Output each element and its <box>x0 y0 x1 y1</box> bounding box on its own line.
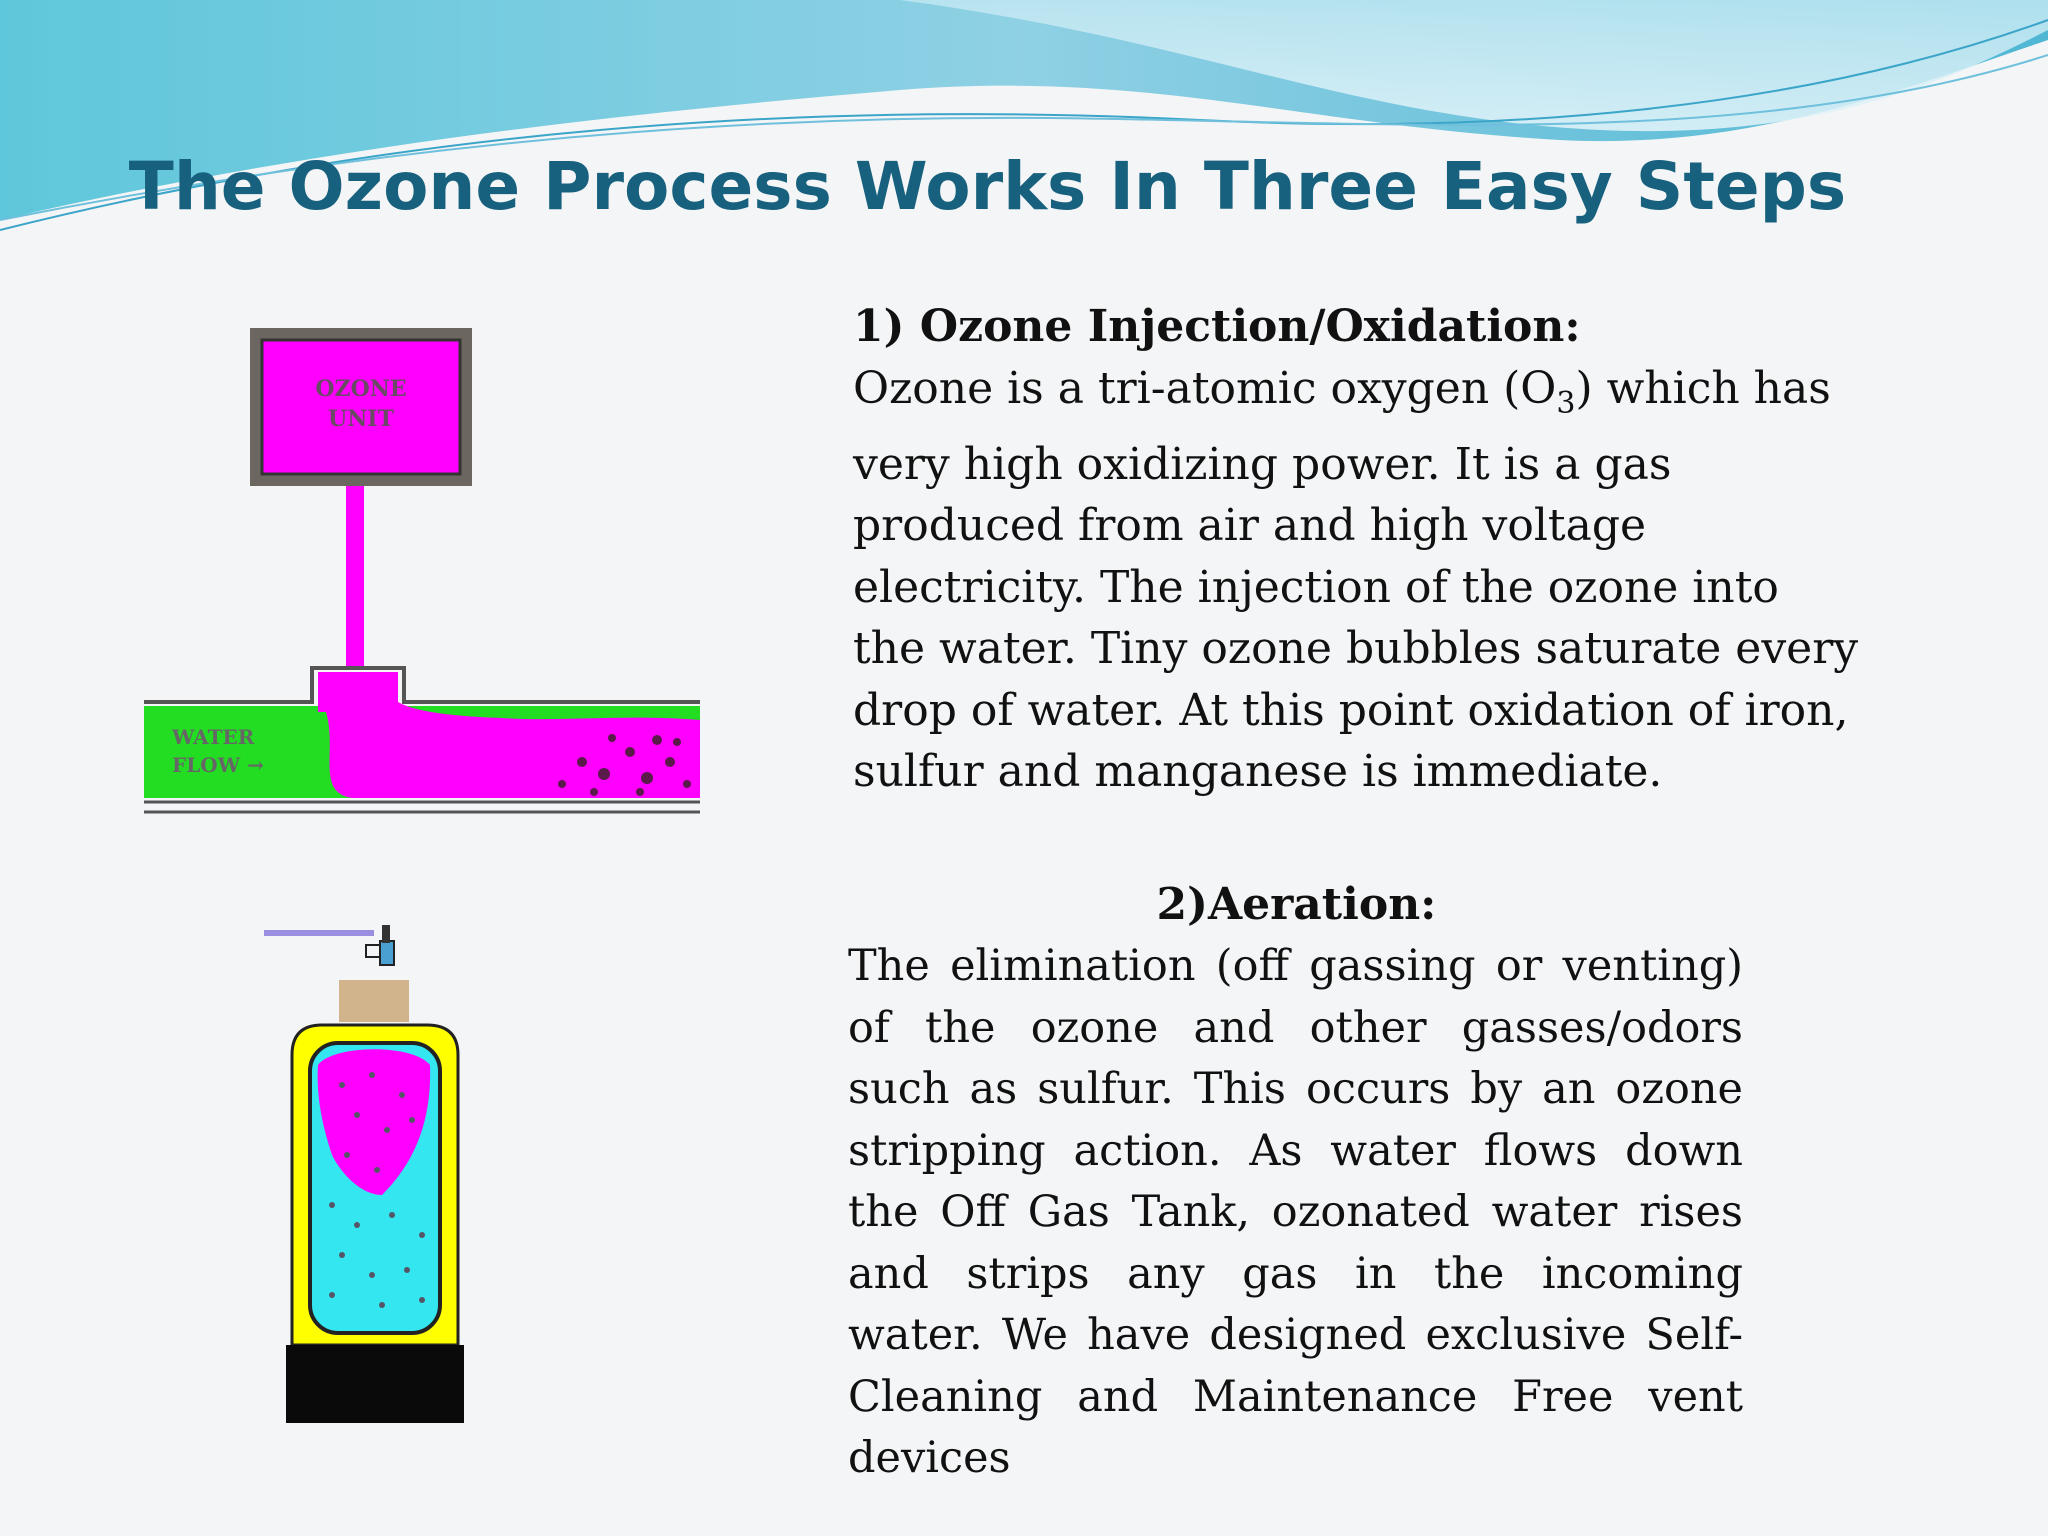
water-pipe-bottom <box>144 802 700 812</box>
water-flow-label-line2: FLOW → <box>172 753 264 777</box>
step2-body: The elimination (off gassing or venting) of the ozone and other gasses/odors such as sulfur. This occurs by an ozone stripping action. As water flows down the Off Gas Tank, ozonated water rises and strips any gas in the incoming water. We have designed exclusive Self-Cleaning and Maintenance Free vent devices <box>848 941 1743 1483</box>
water-flow-label-line1: WATER <box>172 725 255 749</box>
step1-line1-before: Ozone is a tri-atomic oxygen (O <box>853 362 1557 414</box>
vent-valve <box>380 941 394 965</box>
step1-text-block <box>853 296 1863 803</box>
ozone-feed-pipe <box>346 486 364 666</box>
water-pipe-outline <box>144 668 700 702</box>
ozone-unit-label-line1: OZONE <box>315 376 407 402</box>
aeration-tank-diagram <box>262 925 467 1425</box>
tank-cap <box>339 980 409 1022</box>
step1-body-rest: very high oxidizing power. It is a gas produced from air and high voltage electricity. The injection of the ozone into the water. Tiny ozone bubbles saturate every drop of water. At this point oxidation of iron, sulfur and manganese is immediate. <box>853 438 1859 798</box>
ozone-unit-label-line2: UNIT <box>328 406 394 432</box>
step1-subscript: 3 <box>1556 385 1576 421</box>
step1-body <box>853 358 1863 803</box>
ozone-injection-diagram <box>142 322 706 818</box>
tank-base <box>286 1345 464 1423</box>
vent-valve-side <box>366 945 380 957</box>
step2-heading: 2)Aeration: <box>1156 879 1437 930</box>
vent-stem <box>382 925 390 943</box>
step1-line1-after: ) which has <box>1575 362 1831 414</box>
vent-line <box>264 930 374 936</box>
step1-heading: 1) Ozone Injection/Oxidation: <box>853 301 1581 352</box>
page-title: The Ozone Process Works In Three Easy Steps <box>128 148 1847 225</box>
